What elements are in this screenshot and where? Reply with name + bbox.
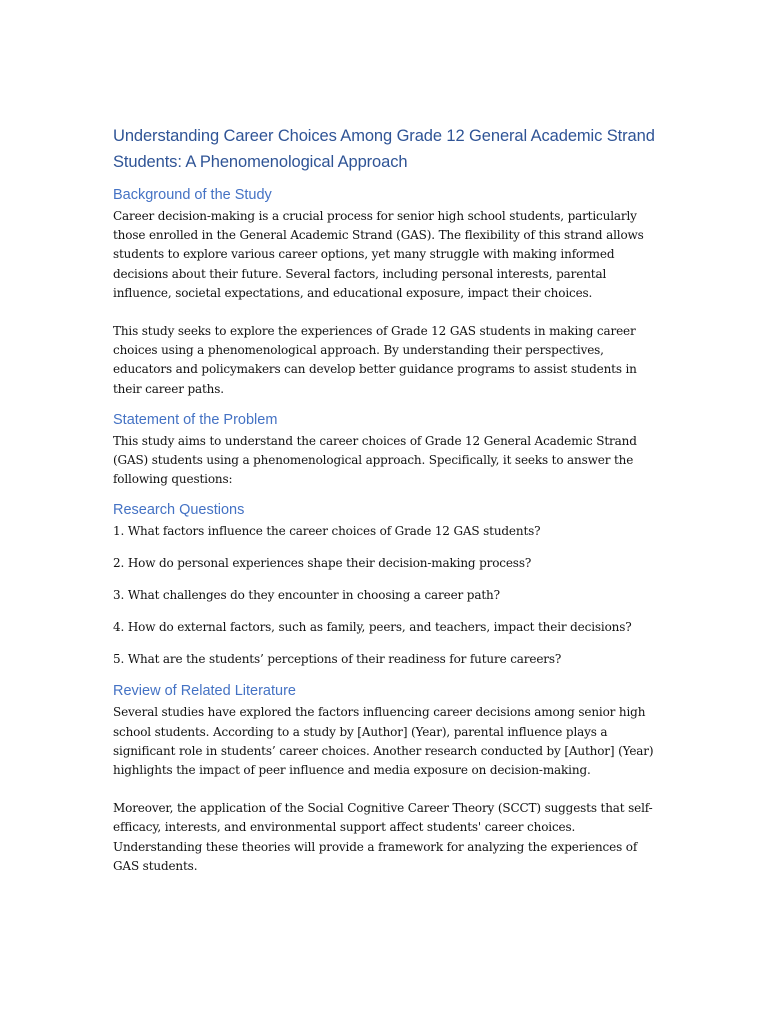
background-paragraph-1: Career decision-making is a crucial process for senior high school students, particularly those enrolled in the General Academic Strand (GAS). The flexibility of this strand allows students to explore various career options, yet many struggle with making informed decisions about their future. Several factors, including personal interests, parental influence, societal expectations, and educational exposure, impact their choices. xyxy=(113,209,644,300)
background-paragraph-2: This study seeks to explore the experiences of Grade 12 GAS students in making career choices using a phenomenological approach. By understanding their perspectives, educators and policymakers can develop better guidance programs to assist students in their career paths. xyxy=(113,324,637,396)
research-question-5: 5. What are the students’ perceptions of their readiness for future careers? xyxy=(113,651,562,666)
research-question-3: 3. What challenges do they encounter in choosing a career path? xyxy=(113,588,500,603)
problem-paragraph: This study aims to understand the career choices of Grade 12 General Academic Strand (GAS) students using a phenomenological approach. Specifically, it seeks to answer the following questions: xyxy=(113,433,637,487)
heading-background: Background of the Study xyxy=(113,187,272,203)
heading-research-questions: Research Questions xyxy=(113,502,245,519)
literature-paragraph-2: Moreover, the application of the Social Cognitive Career Theory (SCCT) suggests that self-efficacy, interests, and environmental support affect students' career choices. Understanding these theories will provide a framework for analyzing the experiences of GAS students. xyxy=(113,801,653,873)
paragraph-gap xyxy=(113,303,658,322)
paragraph-gap xyxy=(113,780,658,799)
research-question-1: 1. What factors influence the career choices of Grade 12 GAS students? xyxy=(113,524,541,539)
research-question-2: 2. How do personal experiences shape their decision-making process? xyxy=(113,556,532,571)
heading-statement-of-problem: Statement of the Problem xyxy=(113,411,278,428)
literature-paragraph-1: Several studies have explored the factors influencing career decisions among senior high school students. According to a study by [Author] (Year), parental influence plays a significant role in students’ career choices. Another research conducted by [Author] (Year) highlights the impact of peer influence and media exposure on decision-making. xyxy=(113,705,654,778)
heading-review-of-literature: Review of Related Literature xyxy=(113,683,296,700)
research-question-4: 4. How do external factors, such as family, peers, and teachers, impact their decisions? xyxy=(113,619,632,634)
document-title: Understanding Career Choices Among Grade 12 General Academic Strand Students: A Phenomenological Approach xyxy=(113,127,655,171)
